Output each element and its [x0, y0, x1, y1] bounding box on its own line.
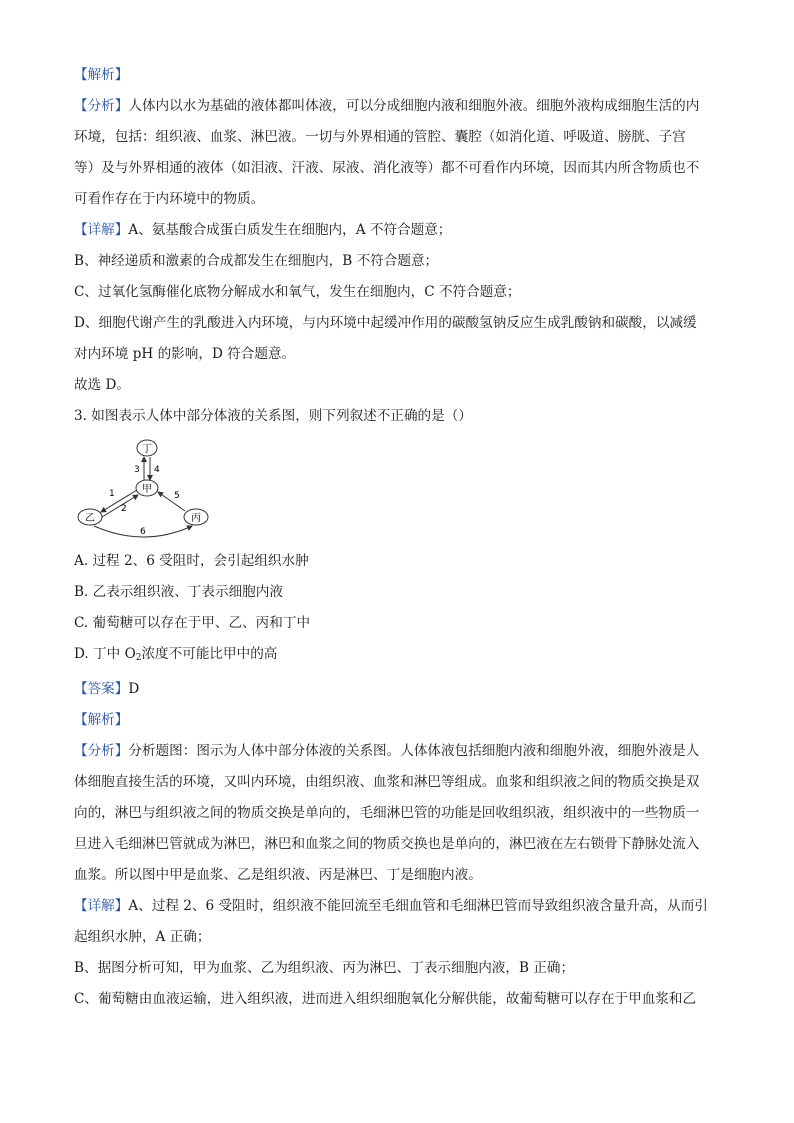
analysis-heading-2 — [74, 705, 722, 736]
xiangjie-line-5: 对内环境 pH 的影响，D 符合题意。 — [74, 346, 296, 362]
xiangjie-tag: 【详解】 — [74, 222, 129, 238]
fenxi2-line-2: 体细胞直接生活的环境，又叫内环境，由组织液、血浆和淋巴等组成。血浆和组织液之间的物质交换是双 — [74, 774, 700, 790]
node-bing-label: 丙 — [191, 513, 201, 524]
analysis-tag-2: 【解析】 — [74, 712, 129, 728]
xiangjie2-line-3: B、据图分析可知，甲为血浆、乙为组织液、丙为淋巴、丁表示细胞内液，B 正确； — [74, 960, 575, 976]
node-yi-label: 乙 — [85, 513, 95, 524]
xiangjie2-line-2: 起组织水肿，A 正确； — [74, 929, 211, 945]
document-page — [74, 60, 722, 1015]
fenxi2-line-5: 血浆。所以图中甲是血浆、乙是组织液、丙是淋巴、丁是细胞内液。 — [74, 867, 482, 883]
option-c: C. 葡萄糖可以存在于甲、乙、丙和丁中 — [74, 615, 311, 631]
label-1: 1 — [109, 489, 115, 499]
fenxi-tag: 【分析】 — [74, 98, 129, 114]
xiangjie-line-1 — [74, 215, 722, 246]
analysis-tag: 【解析】 — [74, 67, 129, 83]
label-5: 5 — [174, 491, 180, 501]
xiangjie2-line-1 — [74, 891, 722, 922]
fenxi2-line-1 — [74, 736, 722, 767]
xiangjie-line-6: 故选 D。 — [74, 377, 131, 393]
xiangjie-tag-2: 【详解】 — [74, 898, 129, 914]
option-d-subscript: 2 — [135, 653, 142, 663]
fenxi-line-1 — [74, 91, 722, 122]
xiangjie-line-3: C、过氧化氢酶催化底物分解成水和氧气，发生在细胞内，C 不符合题意； — [74, 284, 521, 300]
fenxi-text: 人体内以水为基础的液体都叫体液，可以分成细胞内液和细胞外液。细胞外液构成细胞生活的内 — [128, 98, 700, 114]
xiangjie-line-4: D、细胞代谢产生的乳酸进入内环境，与内环境中起缓冲作用的碳酸氢钠反应生成乳酸钠和碳酸，以减缓 — [74, 315, 697, 331]
fenxi2-line-3: 向的，淋巴与组织液之间的物质交换是单向的，毛细淋巴管的功能是回收组织液，组织液中的一些物质一 — [74, 805, 700, 821]
option-b: B. 乙表示组织液、丁表示细胞内液 — [74, 584, 283, 600]
fenxi-line-2: 环境，包括：组织液、血浆、淋巴液。一切与外界相通的管腔、囊腔（如消化道、呼吸道、膀胱、子宫 — [74, 129, 686, 145]
option-a: A. 过程 2、6 受阻时，会引起组织水肿 — [74, 553, 309, 569]
analysis-heading — [74, 60, 722, 91]
label-4: 4 — [154, 465, 160, 475]
answer-tag: 【答案】 — [74, 681, 129, 697]
xiangjie-text: A、氨基酸合成蛋白质发生在细胞内，A 不符合题意； — [128, 222, 452, 238]
arrow-5 — [158, 492, 185, 511]
arrow-2 — [102, 495, 138, 517]
diagram-svg — [74, 438, 234, 538]
body-fluid-diagram — [74, 438, 234, 538]
node-ding-label: 丁 — [142, 444, 152, 455]
fenxi-line-3: 等）及与外界相通的液体（如泪液、汗液、尿液、消化液等）都不可看作内环境，因而其内所含物质也不 — [74, 160, 700, 176]
label-2: 2 — [121, 504, 127, 514]
xiangjie-line-2: B、神经递质和激素的合成都发生在细胞内，B 不符合题意； — [74, 253, 439, 269]
fenxi2-line-4: 旦进入毛细淋巴管就成为淋巴，淋巴和血浆之间的物质交换也是单向的，淋巴液在左右锁骨下静脉处流入 — [74, 836, 700, 852]
label-3: 3 — [134, 465, 140, 475]
option-d-pre: D. 丁中 O — [74, 646, 136, 662]
option-d-post: 浓度不可能比甲中的高 — [141, 646, 278, 662]
question-stem: 3. 如图表示人体中部分体液的关系图，则下列叙述不正确的是（） — [74, 408, 472, 424]
answer-value: D — [128, 681, 140, 697]
node-jia-label: 甲 — [142, 484, 152, 495]
fenxi2-text: 分析题图：图示为人体中部分体液的关系图。人体体液包括细胞内液和细胞外液，细胞外液是人 — [128, 743, 700, 759]
option-d — [74, 639, 722, 674]
xiangjie2-line-4: C、葡萄糖由血液运输，进入组织液，进而进入组织细胞氧化分解供能，故葡萄糖可以存在于甲血浆和乙 — [74, 991, 697, 1007]
answer-line — [74, 674, 722, 705]
arrow-1 — [101, 490, 137, 512]
label-6: 6 — [140, 527, 146, 537]
fenxi-line-4: 可看作存在于内环境中的物质。 — [74, 191, 265, 207]
fenxi-tag-2: 【分析】 — [74, 743, 129, 759]
xiangjie2-text: A、过程 2、6 受阻时，组织液不能回流至毛细血管和毛细淋巴管而导致组织液含量升高，从而引 — [128, 898, 708, 914]
